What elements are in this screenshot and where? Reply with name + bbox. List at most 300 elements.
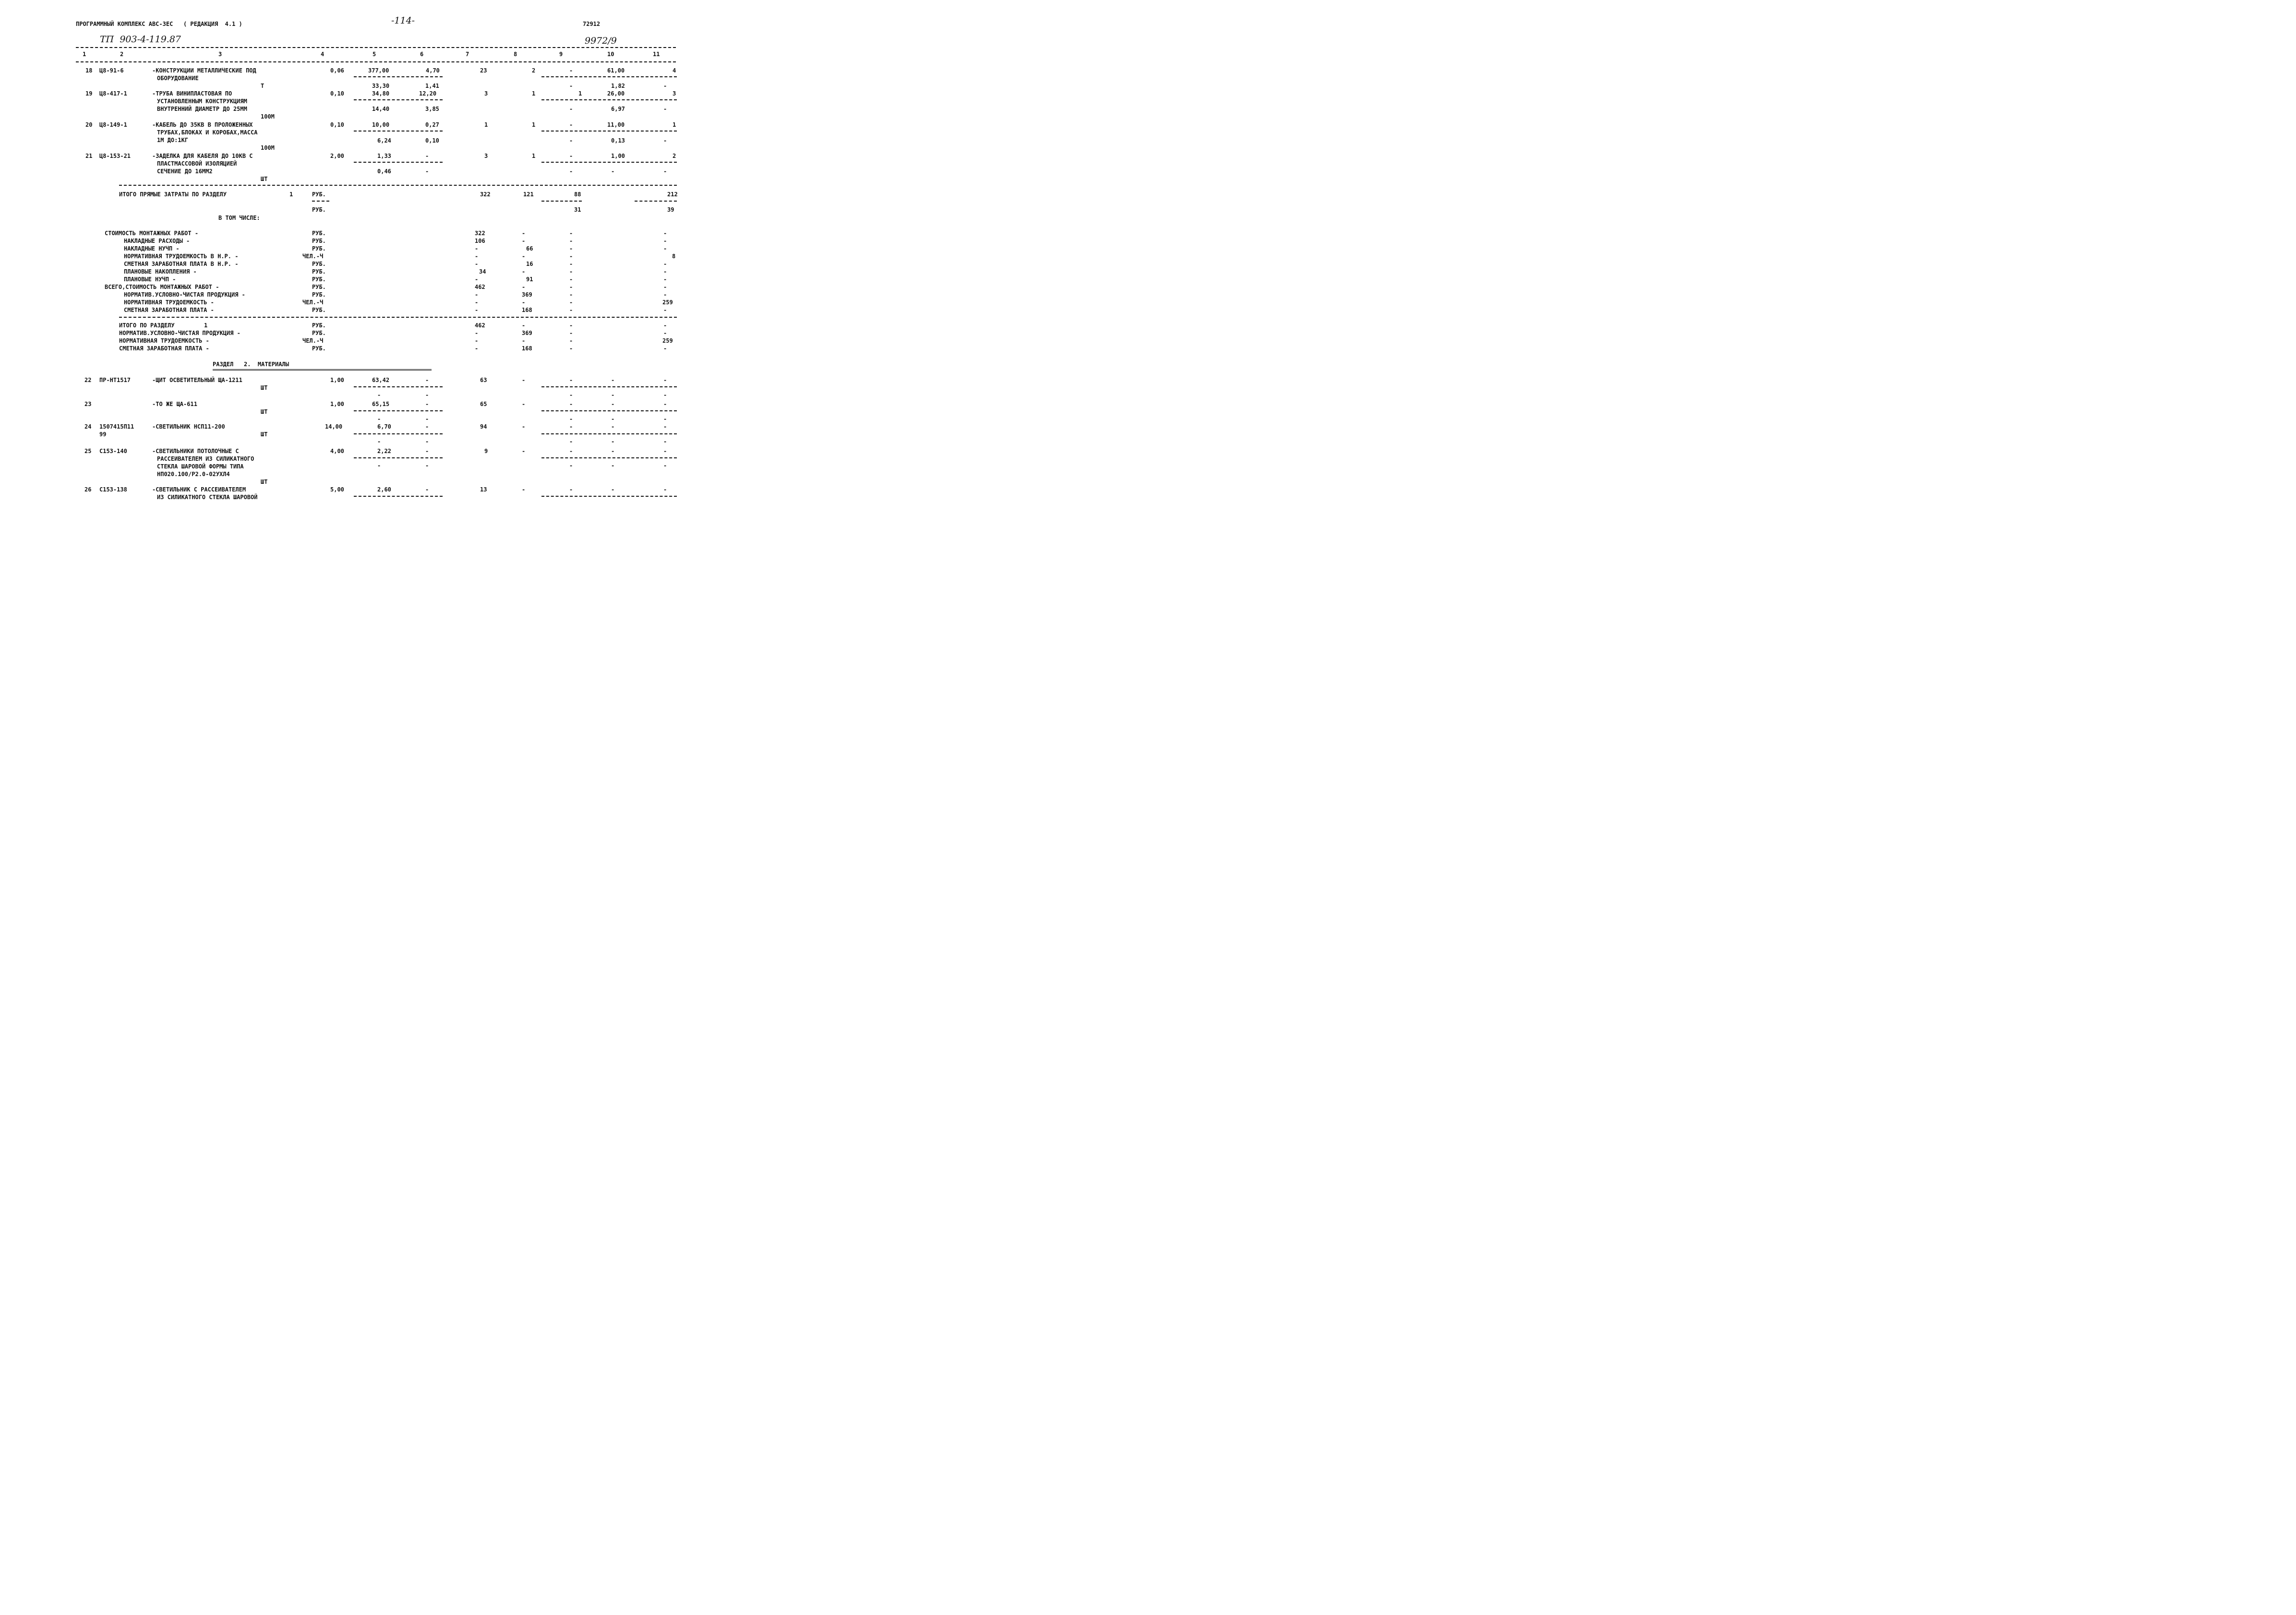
material-cell-9: - [569,448,573,455]
material-price: - [377,416,381,422]
material-description: НП020.100/Р2.0-02УХЛ4 [157,471,230,478]
breakdown-cell-7: - [475,245,479,252]
row-code: Ц8-153-21 [99,153,131,159]
breakdown-label: ВСЕГО,СТОИМОСТЬ МОНТАЖНЫХ РАБОТ - [105,284,219,290]
material-price: 63,42 [372,377,390,383]
breakdown-label: СМЕТНАЯ ЗАРАБОТНАЯ ПЛАТА - [124,307,214,313]
material-price: - [425,438,429,445]
row-code: Ц8-417-1 [99,90,127,97]
including-label: В ТОМ ЧИСЛЕ: [218,215,260,221]
breakdown-unit: ЧЕЛ.-Ч [302,299,324,306]
section-total-section: 1 [204,322,208,329]
project-number: ТП 903-4-119.87 [100,34,181,45]
breakdown-cell-8: 66 [526,245,533,252]
row-cell-11: - [663,83,667,89]
row-rule [541,131,677,132]
breakdown-unit: РУБ. [312,307,326,313]
breakdown-cell-7: 322 [475,230,485,237]
material-price: - [377,392,381,398]
material-unit: ШТ [261,384,268,391]
material-cell-9: - [569,438,573,445]
material-price: 6,70 [377,423,391,430]
row-rule [354,162,443,163]
row-cell-7: 3 [484,153,488,159]
material-cell-10: - [611,416,615,422]
breakdown-cell-8: - [522,253,526,260]
breakdown-cell-11: - [663,291,667,298]
material-cell-7: 94 [480,423,487,430]
breakdown-cell-8: 168 [522,307,532,313]
breakdown-cell-7: 462 [475,284,485,290]
row-price: 34,80 [372,90,390,97]
section-total-cell-7: 462 [475,322,485,329]
section-total-unit: РУБ. [312,330,326,336]
breakdown-cell-11: 259 [662,299,673,306]
breakdown-cell-9: - [569,307,573,313]
row-price: - [425,168,429,175]
col-header-9: 9 [559,51,563,58]
row-price: 1,41 [425,83,439,89]
row-cell-11: - [663,106,667,112]
material-cell-11: - [663,377,667,383]
section-total-cell-11: 259 [662,337,673,344]
row-cell-7: 23 [480,67,487,74]
material-cell-11: - [663,416,667,422]
row-cell-10: - [611,168,615,175]
row-cell-8: 1 [532,90,536,97]
row-cell-10: 0,13 [611,137,625,144]
document-code: 72912 [583,21,601,27]
breakdown-unit: РУБ. [312,238,326,244]
material-number: 22 [84,377,92,383]
material-cell-10: - [611,392,615,398]
rule-section-total [119,317,677,318]
material-number: 25 [84,448,92,455]
row-rule [354,496,443,497]
material-cell-11: - [663,486,667,493]
section-2-underline [213,369,432,371]
row-cell-9: - [569,121,573,128]
material-unit: ШТ [261,408,268,415]
direct-total-cell-9: 88 [574,191,581,198]
direct-total-cell-11: 212 [667,191,678,198]
breakdown-cell-7: - [475,261,479,267]
direct-total-unit: РУБ. [312,191,326,198]
breakdown-label: НОРМАТИВНАЯ ТРУДОЕМКОСТЬ - [124,299,214,306]
breakdown-cell-7: 34 [479,268,486,275]
breakdown-cell-8: - [522,268,526,275]
breakdown-cell-11: - [663,238,667,244]
material-price: - [425,486,429,493]
row-unit: 100М [261,144,275,151]
row-rule [541,386,677,387]
breakdown-label: НАКЛАДНЫЕ РАСХОДЫ - [124,238,190,244]
row-price: 377,00 [368,67,389,74]
material-quantity: 14,00 [325,423,343,430]
row-description: -ТРУБА ВИНИПЛАСТОВАЯ ПО [152,90,232,97]
col-header-7: 7 [466,51,469,58]
row-cell-11: 4 [673,67,676,74]
breakdown-unit: ЧЕЛ.-Ч [302,253,324,260]
section-total-cell-9: - [569,322,573,329]
row-cell-10: 11,00 [607,121,625,128]
row-price: 12,20 [419,90,437,97]
row-description: УСТАНОВЛЕННЫМ КОНСТРУКЦИЯМ [157,98,247,105]
material-number: 26 [84,486,92,493]
row-rule [541,496,677,497]
breakdown-cell-9: - [569,276,573,283]
direct-total-unit: РУБ. [312,206,326,213]
breakdown-cell-9: - [569,245,573,252]
row-unit: 100М [261,113,275,120]
section-2-title: РАЗДЕЛ 2. МАТЕРИАЛЫ [213,361,289,368]
material-price: - [425,401,429,407]
breakdown-unit: РУБ. [312,276,326,283]
rule-top [76,47,676,48]
row-rule [541,201,582,202]
direct-total-cell-11: 39 [667,206,674,213]
rule-direct-total [119,185,677,186]
direct-total-section: 1 [289,191,293,198]
direct-total-cell-7: 322 [480,191,491,198]
section-total-label: НОРМАТИВНАЯ ТРУДОЕМКОСТЬ - [119,337,209,344]
material-code: ПР-НТ1517 [99,377,131,383]
row-description: ТРУБАХ,БЛОКАХ И КОРОБАХ,МАССА [157,129,258,136]
breakdown-label: ПЛАНОВЫЕ НАКОПЛЕНИЯ - [124,268,197,275]
breakdown-cell-9: - [569,284,573,290]
row-cell-10: 1,82 [611,83,625,89]
breakdown-cell-8: - [522,284,526,290]
row-quantity: 0,10 [330,90,344,97]
row-rule [354,386,443,387]
unit-rule [312,201,329,202]
breakdown-unit: РУБ. [312,284,326,290]
row-rule [541,457,677,458]
col-header-11: 11 [653,51,660,58]
row-cell-11: 2 [673,153,676,159]
material-cell-9: - [569,462,573,469]
breakdown-cell-11: - [663,307,667,313]
row-price: 33,30 [372,83,390,89]
row-price: 4,70 [426,67,440,74]
document-page [0,0,747,526]
row-price: 10,00 [372,121,390,128]
breakdown-cell-9: - [569,299,573,306]
row-cell-11: 1 [673,121,676,128]
row-price: 3,85 [425,106,439,112]
breakdown-label: СМЕТНАЯ ЗАРАБОТНАЯ ПЛАТА В Н.Р. - [124,261,239,267]
row-cell-11: - [663,137,667,144]
material-description: -ЩИТ ОСВЕТИТЕЛЬНЫЙ ЩА-1211 [152,377,242,383]
section-total-cell-8: - [522,322,526,329]
row-cell-9: - [569,137,573,144]
breakdown-cell-7: - [475,291,479,298]
material-number: 23 [84,401,92,407]
row-price: 6,24 [377,137,391,144]
row-rule [541,76,677,77]
material-unit: ШТ [261,431,268,438]
row-price: 14,40 [372,106,390,112]
section-total-cell-11: - [663,330,667,336]
row-description: ВНУТРЕННИЙ ДИАМЕТР ДО 25ММ [157,106,247,112]
page-number: -114- [391,15,415,26]
section-total-cell-9: - [569,330,573,336]
breakdown-cell-11: - [663,245,667,252]
row-price: 0,46 [377,168,391,175]
row-cell-9: - [569,168,573,175]
material-description: РАССЕИВАТЕЛЕМ ИЗ СИЛИКАТНОГО [157,455,254,462]
col-header-8: 8 [514,51,517,58]
row-cell-8: 1 [532,121,536,128]
col-header-6: 6 [420,51,424,58]
row-number: 19 [85,90,93,97]
row-code: Ц8-149-1 [99,121,127,128]
material-quantity: 1,00 [330,377,344,383]
material-cell-7: 13 [480,486,487,493]
breakdown-label: ПЛАНОВЫЕ НУЧП - [124,276,176,283]
material-price: 2,60 [377,486,391,493]
row-rule [354,76,443,77]
material-price: - [425,416,429,422]
material-cell-11: - [663,401,667,407]
material-description: СТЕКЛА ШАРОВОЙ ФОРМЫ ТИПА [157,463,244,470]
breakdown-unit: РУБ. [312,291,326,298]
breakdown-cell-11: 8 [672,253,676,260]
col-header-1: 1 [83,51,86,58]
material-price: - [425,423,429,430]
material-unit: ШТ [261,479,268,485]
material-cell-10: - [611,377,615,383]
row-description: 1М ДО:1КГ [157,137,189,144]
row-quantity: 2,00 [330,153,344,159]
row-rule [354,457,443,458]
material-cell-10: - [611,448,615,455]
breakdown-unit: РУБ. [312,261,326,267]
breakdown-cell-9: - [569,253,573,260]
material-cell-11: - [663,423,667,430]
program-header: ПРОГРАММНЫЙ КОМПЛЕКС АВС-3ЕС ( РЕДАКЦИЯ 4.1 ) [76,21,242,27]
row-rule [354,131,443,132]
row-cell-10: 26,00 [607,90,625,97]
row-rule [354,433,443,434]
row-rule [354,99,443,100]
breakdown-cell-8: 16 [526,261,533,267]
material-description: ИЗ СИЛИКАТНОГО СТЕКЛА ШАРОВОЙ [157,494,258,501]
direct-total-label: ИТОГО ПРЯМЫЕ ЗАТРАТЫ ПО РАЗДЕЛУ [119,191,227,198]
material-cell-7: 65 [480,401,487,407]
material-cell-11: - [663,392,667,398]
row-number: 21 [85,153,93,159]
section-total-label: СМЕТНАЯ ЗАРАБОТНАЯ ПЛАТА - [119,345,209,352]
sheet-reference: 9972/9 [585,36,617,46]
material-price: 65,15 [372,401,390,407]
row-quantity: 0,06 [330,67,344,74]
material-cell-9: - [569,401,573,407]
section-total-unit: РУБ. [312,345,326,352]
breakdown-unit: РУБ. [312,268,326,275]
section-total-cell-7: - [475,330,479,336]
material-cell-8: - [522,377,526,383]
material-cell-9: - [569,416,573,422]
material-cell-9: - [569,486,573,493]
breakdown-cell-7: - [475,307,479,313]
row-cell-9: - [569,106,573,112]
breakdown-cell-8: 369 [522,291,532,298]
row-number: 18 [85,67,93,74]
material-price: - [425,392,429,398]
material-cell-9: - [569,392,573,398]
section-total-cell-8: 168 [522,345,532,352]
material-quantity: 1,00 [330,401,344,407]
breakdown-cell-9: - [569,238,573,244]
row-cell-9: 1 [578,90,582,97]
row-cell-9: - [569,83,573,89]
section-total-unit: ЧЕЛ.-Ч [302,337,324,344]
section-total-label: ИТОГО ПО РАЗДЕЛУ [119,322,175,329]
breakdown-cell-7: - [475,299,479,306]
row-cell-9: - [569,153,573,159]
material-cell-9: - [569,377,573,383]
row-description: -КОНСТРУКЦИИ МЕТАЛЛИЧЕСКИЕ ПОД [152,67,256,74]
material-code: 1507415П11 [99,423,134,430]
breakdown-cell-7: - [475,276,479,283]
breakdown-unit: РУБ. [312,230,326,237]
row-price: - [425,153,429,159]
breakdown-cell-9: - [569,230,573,237]
material-code: 99 [99,431,107,438]
row-price: 0,10 [425,137,439,144]
row-rule [541,162,677,163]
material-quantity: 5,00 [330,486,344,493]
row-cell-7: 1 [484,121,488,128]
material-price: - [377,438,381,445]
breakdown-cell-9: - [569,268,573,275]
row-description: -КАБЕЛЬ ДО 35КВ В ПРОЛОЖЕННЫХ [152,121,253,128]
breakdown-label: СТОИМОСТЬ МОНТАЖНЫХ РАБОТ - [105,230,199,237]
row-cell-8: 1 [532,153,536,159]
section-total-cell-9: - [569,337,573,344]
row-cell-9: - [569,67,573,74]
breakdown-cell-8: - [522,238,526,244]
material-price: - [425,462,429,469]
material-code: С153-140 [99,448,127,455]
material-cell-8: - [522,448,526,455]
row-cell-7: 3 [484,90,488,97]
material-quantity: 4,00 [330,448,344,455]
row-rule [635,201,677,202]
breakdown-cell-11: - [663,268,667,275]
material-cell-10: - [611,486,615,493]
material-cell-11: - [663,462,667,469]
breakdown-cell-7: - [475,253,479,260]
row-unit: Т [261,83,264,89]
material-cell-7: 63 [480,377,487,383]
breakdown-label: НАКЛАДНЫЕ НУЧП - [124,245,180,252]
row-description: ОБОРУДОВАНИЕ [157,75,199,82]
breakdown-cell-11: - [663,276,667,283]
row-rule [541,99,677,100]
section-total-cell-8: - [522,337,526,344]
row-cell-10: 6,97 [611,106,625,112]
material-cell-8: - [522,401,526,407]
material-description: -СВЕТИЛЬНИК С РАССЕИВАТЕЛЕМ [152,486,246,493]
row-cell-11: - [663,168,667,175]
breakdown-cell-7: 106 [475,238,485,244]
row-cell-10: 61,00 [607,67,625,74]
row-rule [354,410,443,411]
section-total-cell-7: - [475,345,479,352]
material-cell-8: - [522,423,526,430]
section-total-unit: РУБ. [312,322,326,329]
section-total-cell-7: - [475,337,479,344]
row-cell-10: 1,00 [611,153,625,159]
breakdown-cell-9: - [569,261,573,267]
section-total-cell-9: - [569,345,573,352]
material-cell-10: - [611,401,615,407]
col-header-3: 3 [218,51,222,58]
material-cell-10: - [611,438,615,445]
row-price: 1,33 [377,153,391,159]
material-price: - [425,448,429,455]
material-cell-10: - [611,462,615,469]
material-cell-10: - [611,423,615,430]
material-number: 24 [84,423,92,430]
section-total-label: НОРМАТИВ.УСЛОВНО-ЧИСТАЯ ПРОДУКЦИЯ - [119,330,240,336]
breakdown-label: НОРМАТИВНАЯ ТРУДОЕМКОСТЬ В Н.Р. - [124,253,239,260]
section-total-cell-11: - [663,322,667,329]
row-code: Ц8-91-6 [99,67,124,74]
direct-total-cell-9: 31 [574,206,581,213]
section-total-cell-8: 369 [522,330,532,336]
material-price: - [377,462,381,469]
row-cell-11: 3 [673,90,676,97]
material-cell-11: - [663,448,667,455]
material-description: -СВЕТИЛЬНИК НСП11-200 [152,423,225,430]
breakdown-cell-11: - [663,284,667,290]
material-price: - [425,377,429,383]
row-rule [541,410,677,411]
breakdown-cell-8: 91 [526,276,533,283]
section-total-cell-11: - [663,345,667,352]
row-number: 20 [85,121,93,128]
breakdown-unit: РУБ. [312,245,326,252]
breakdown-cell-8: - [522,230,526,237]
material-cell-9: - [569,423,573,430]
row-description: -ЗАДЕЛКА ДЛЯ КАБЕЛЯ ДО 10КВ С [152,153,253,159]
row-price: 0,27 [425,121,439,128]
row-description: СЕЧЕНИЕ ДО 16ММ2 [157,168,213,175]
row-cell-8: 2 [532,67,536,74]
material-cell-11: - [663,438,667,445]
row-unit: ШТ [261,176,268,182]
breakdown-cell-11: - [663,261,667,267]
row-rule [541,433,677,434]
material-price: 2,22 [377,448,391,455]
material-description: -СВЕТИЛЬНИКИ ПОТОЛОЧНЫЕ С [152,448,239,455]
col-header-5: 5 [373,51,376,58]
row-quantity: 0,10 [330,121,344,128]
material-description: -ТО ЖЕ ЩА-611 [152,401,197,407]
material-code: С153-138 [99,486,127,493]
material-cell-7: 9 [484,448,488,455]
col-header-4: 4 [321,51,325,58]
rule-header [76,61,676,62]
material-cell-8: - [522,486,526,493]
row-description: ПЛАСТМАССОВОЙ ИЗОЛЯЦИЕЙ [157,160,237,167]
breakdown-label: НОРМАТИВ.УСЛОВНО-ЧИСТАЯ ПРОДУКЦИЯ - [124,291,245,298]
direct-total-cell-8: 121 [523,191,534,198]
col-header-2: 2 [120,51,124,58]
